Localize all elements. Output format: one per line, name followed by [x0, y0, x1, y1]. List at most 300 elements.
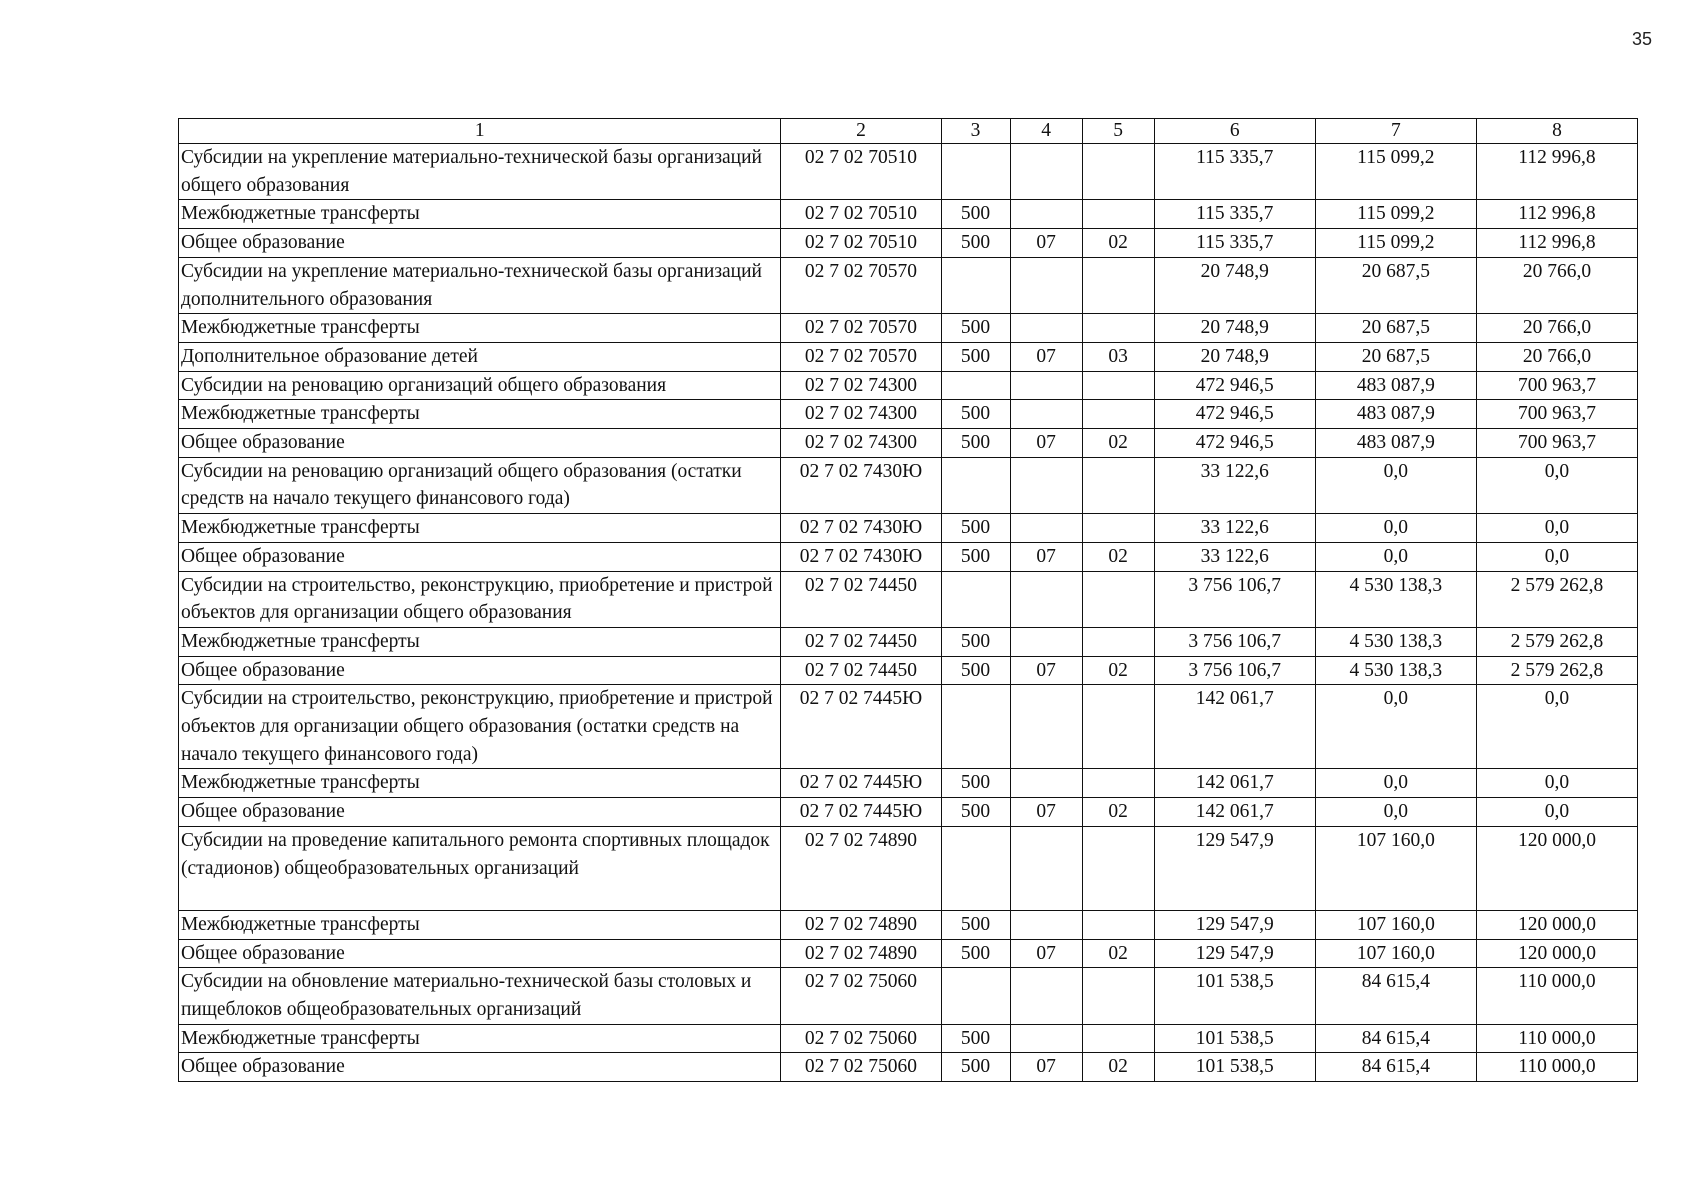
- section-cell: [1010, 542, 1082, 571]
- expense-name-cell: [179, 685, 781, 769]
- amount-text: 101 538,5: [1195, 1056, 1274, 1078]
- expense-group-cell: [941, 400, 1010, 429]
- target-article-code-cell: [781, 1053, 941, 1082]
- amount-cell: [1476, 144, 1637, 200]
- expense-name-cell: [179, 229, 781, 258]
- expense-group-text: 500: [960, 317, 991, 339]
- target-article-code-cell: [781, 968, 941, 1024]
- amount-cell: [1154, 314, 1315, 343]
- amount-cell: [1315, 371, 1476, 400]
- amount-text: 20 687,5: [1361, 317, 1430, 339]
- amount-text: 20 766,0: [1522, 345, 1592, 367]
- amount-cell: [1315, 400, 1476, 429]
- expense-group-cell: [941, 826, 1010, 910]
- amount-cell: [1476, 685, 1637, 769]
- expense-group-text: 500: [960, 517, 991, 539]
- amount-text: 472 946,5: [1195, 432, 1274, 454]
- expense-group-text: 500: [960, 1056, 991, 1078]
- amount-cell: [1315, 1024, 1476, 1053]
- expense-name-text: Дополнительное образование детей: [181, 345, 478, 367]
- target-article-code-cell: [781, 769, 941, 798]
- expense-group-cell: [941, 968, 1010, 1024]
- expense-name-cell: [179, 968, 781, 1024]
- target-article-code-cell: [781, 656, 941, 685]
- expense-name-text: Субсидии на укрепление материально-технической базы организаций общего образования: [181, 147, 762, 196]
- table-header-row: [179, 119, 1638, 144]
- amount-cell: [1315, 200, 1476, 229]
- amount-cell: [1476, 571, 1637, 627]
- amount-text: 120 000,0: [1517, 942, 1596, 964]
- amount-text: 2 579 262,8: [1510, 630, 1604, 652]
- expense-name-cell: [179, 342, 781, 371]
- expense-group-text: 500: [960, 345, 991, 367]
- table-row: [179, 371, 1638, 400]
- amount-cell: [1476, 769, 1637, 798]
- expense-name-cell: [179, 656, 781, 685]
- section-cell: [1010, 144, 1082, 200]
- amount-text: 0,0: [1544, 460, 1570, 482]
- target-article-code-text: 02 7 02 74450: [804, 574, 918, 596]
- expense-name-cell: [179, 798, 781, 827]
- amount-cell: [1315, 314, 1476, 343]
- amount-text: 129 547,9: [1195, 913, 1274, 935]
- expense-name-cell: [179, 200, 781, 229]
- column-header: 8: [1476, 119, 1637, 144]
- amount-cell: [1315, 1053, 1476, 1082]
- expense-name-text: Субсидии на реновацию организаций общего образования (остатки средств на начало текущего финансового года): [181, 460, 742, 510]
- target-article-code-cell: [781, 314, 941, 343]
- amount-text: 115 099,2: [1357, 147, 1435, 168]
- expense-name-text: Межбюджетные трансферты: [181, 317, 420, 339]
- expense-name-text: Общее образование: [181, 801, 345, 823]
- amount-text: 115 335,7: [1196, 232, 1274, 254]
- target-article-code-cell: [781, 257, 941, 313]
- subsection-cell: [1082, 429, 1154, 458]
- page-number: 35: [1632, 29, 1653, 49]
- amount-cell: [1154, 514, 1315, 543]
- amount-text: 112 996,8: [1518, 232, 1596, 254]
- amount-text: 4 530 138,3: [1349, 574, 1443, 596]
- amount-text: 142 061,7: [1195, 772, 1274, 794]
- target-article-code-cell: [781, 144, 941, 200]
- column-header: 5: [1082, 119, 1154, 144]
- expense-group-text: 500: [960, 1027, 991, 1049]
- amount-text: 110 000,0: [1518, 1056, 1596, 1078]
- section-cell: [1010, 314, 1082, 343]
- target-article-code-text: 02 7 02 7445Ю: [799, 801, 923, 823]
- amount-text: 700 963,7: [1517, 403, 1596, 425]
- target-article-code-text: 02 7 02 75060: [804, 1027, 918, 1049]
- amount-text: 483 087,9: [1356, 374, 1435, 396]
- amount-text: 3 756 106,7: [1188, 630, 1282, 652]
- expense-name-text: Субсидии на строительство, реконструкцию, приобретение и пристрой объектов для организации общего образования (остатки средств на начало текущего финансового года): [181, 688, 773, 765]
- section-cell: [1010, 200, 1082, 229]
- expense-group-cell: [941, 542, 1010, 571]
- target-article-code-text: 02 7 02 70570: [804, 317, 918, 339]
- amount-cell: [1154, 910, 1315, 939]
- expense-group-cell: [941, 314, 1010, 343]
- target-article-code-text: 02 7 02 70510: [804, 147, 918, 168]
- amount-cell: [1476, 1053, 1637, 1082]
- amount-text: 112 996,8: [1518, 203, 1596, 225]
- amount-text: 33 122,6: [1200, 460, 1269, 482]
- section-text: 07: [1036, 545, 1056, 567]
- amount-cell: [1476, 910, 1637, 939]
- expense-name-cell: [179, 571, 781, 627]
- subsection-cell: [1082, 627, 1154, 656]
- target-article-code-text: 02 7 02 70570: [804, 345, 918, 367]
- subsection-cell: [1082, 685, 1154, 769]
- amount-text: 700 963,7: [1517, 432, 1596, 454]
- amount-text: 20 748,9: [1200, 260, 1269, 282]
- table-row: [179, 457, 1638, 513]
- target-article-code-cell: [781, 826, 941, 910]
- expense-name-cell: [179, 314, 781, 343]
- subsection-text: 02: [1108, 659, 1128, 681]
- amount-text: 483 087,9: [1356, 432, 1435, 454]
- expense-name-text: Субсидии на строительство, реконструкцию, приобретение и пристрой объектов для организации общего образования: [181, 574, 773, 624]
- amount-cell: [1476, 656, 1637, 685]
- amount-cell: [1154, 429, 1315, 458]
- table-body: [179, 144, 1638, 1082]
- amount-cell: [1154, 457, 1315, 513]
- amount-cell: [1154, 1024, 1315, 1053]
- expense-group-cell: [941, 457, 1010, 513]
- amount-text: 33 122,6: [1200, 545, 1269, 567]
- subsection-cell: [1082, 457, 1154, 513]
- expense-name-text: Субсидии на реновацию организаций общего образования: [181, 374, 667, 396]
- amount-text: 129 547,9: [1195, 942, 1274, 964]
- expense-name-cell: [179, 144, 781, 200]
- amount-cell: [1154, 144, 1315, 200]
- expense-group-text: 500: [960, 432, 991, 454]
- subsection-cell: [1082, 314, 1154, 343]
- target-article-code-text: 02 7 02 70570: [804, 260, 918, 282]
- target-article-code-text: 02 7 02 74300: [804, 403, 918, 425]
- table-row: [179, 314, 1638, 343]
- amount-text: 483 087,9: [1356, 403, 1435, 425]
- section-text: 07: [1036, 232, 1056, 254]
- amount-cell: [1315, 229, 1476, 258]
- amount-cell: [1315, 798, 1476, 827]
- expense-name-cell: [179, 457, 781, 513]
- expense-name-text: Межбюджетные трансферты: [181, 1027, 420, 1049]
- expense-name-text: Общее образование: [181, 545, 345, 567]
- amount-cell: [1476, 400, 1637, 429]
- expense-name-cell: [179, 400, 781, 429]
- amount-cell: [1315, 514, 1476, 543]
- amount-cell: [1476, 542, 1637, 571]
- amount-cell: [1476, 798, 1637, 827]
- target-article-code-text: 02 7 02 7445Ю: [799, 772, 923, 794]
- section-text: 07: [1036, 1056, 1056, 1078]
- section-cell: [1010, 457, 1082, 513]
- amount-cell: [1154, 257, 1315, 313]
- amount-text: 472 946,5: [1195, 374, 1274, 396]
- target-article-code-text: 02 7 02 74300: [804, 432, 918, 454]
- amount-cell: [1154, 342, 1315, 371]
- amount-cell: [1476, 371, 1637, 400]
- amount-text: 0,0: [1544, 688, 1570, 710]
- amount-text: 0,0: [1383, 801, 1408, 823]
- table-row: [179, 200, 1638, 229]
- amount-cell: [1154, 229, 1315, 258]
- amount-text: 110 000,0: [1518, 1027, 1596, 1049]
- section-text: 07: [1036, 432, 1056, 454]
- expense-group-text: 500: [960, 942, 991, 964]
- expense-name-text: Межбюджетные трансферты: [181, 203, 420, 225]
- amount-text: 4 530 138,3: [1349, 630, 1443, 652]
- subsection-text: 02: [1108, 545, 1128, 567]
- target-article-code-cell: [781, 627, 941, 656]
- expense-group-text: 500: [960, 801, 991, 823]
- target-article-code-text: 02 7 02 75060: [804, 1056, 918, 1078]
- target-article-code-text: 02 7 02 74890: [804, 829, 918, 851]
- amount-cell: [1315, 429, 1476, 458]
- subsection-cell: [1082, 144, 1154, 200]
- amount-cell: [1476, 968, 1637, 1024]
- amount-cell: [1315, 685, 1476, 769]
- amount-cell: [1154, 400, 1315, 429]
- amount-cell: [1476, 257, 1637, 313]
- target-article-code-cell: [781, 571, 941, 627]
- subsection-cell: [1082, 400, 1154, 429]
- table-row: [179, 798, 1638, 827]
- table-row: [179, 1024, 1638, 1053]
- amount-cell: [1315, 342, 1476, 371]
- expense-group-text: 500: [960, 545, 991, 567]
- expense-name-text: Общее образование: [181, 232, 345, 254]
- section-cell: [1010, 968, 1082, 1024]
- amount-text: 115 335,7: [1196, 203, 1274, 225]
- table-row: [179, 656, 1638, 685]
- table-row: [179, 429, 1638, 458]
- section-cell: [1010, 342, 1082, 371]
- expense-group-cell: [941, 429, 1010, 458]
- expense-name-text: Межбюджетные трансферты: [181, 913, 420, 935]
- expense-group-cell: [941, 910, 1010, 939]
- amount-text: 20 748,9: [1200, 345, 1269, 367]
- target-article-code-text: 02 7 02 75060: [804, 971, 918, 993]
- amount-cell: [1315, 939, 1476, 968]
- column-header: 3: [941, 119, 1010, 144]
- target-article-code-cell: [781, 342, 941, 371]
- amount-text: 20 687,5: [1361, 345, 1430, 367]
- target-article-code-cell: [781, 371, 941, 400]
- expense-group-cell: [941, 656, 1010, 685]
- amount-text: 115 099,2: [1357, 232, 1435, 254]
- amount-cell: [1315, 826, 1476, 910]
- expense-group-cell: [941, 798, 1010, 827]
- expense-group-text: 500: [960, 913, 991, 935]
- amount-text: 101 538,5: [1195, 971, 1274, 993]
- table-row: [179, 627, 1638, 656]
- expense-group-text: 500: [960, 659, 991, 681]
- amount-cell: [1154, 542, 1315, 571]
- expense-group-cell: [941, 229, 1010, 258]
- amount-text: 142 061,7: [1195, 801, 1274, 823]
- expense-name-text: Общее образование: [181, 659, 345, 681]
- target-article-code-cell: [781, 229, 941, 258]
- target-article-code-text: 02 7 02 7430Ю: [799, 517, 923, 539]
- amount-text: 84 615,4: [1361, 1056, 1430, 1078]
- section-cell: [1010, 371, 1082, 400]
- amount-cell: [1315, 968, 1476, 1024]
- amount-cell: [1315, 257, 1476, 313]
- expense-name-text: Межбюджетные трансферты: [181, 517, 420, 539]
- amount-cell: [1315, 144, 1476, 200]
- subsection-cell: [1082, 968, 1154, 1024]
- target-article-code-text: 02 7 02 7445Ю: [799, 688, 923, 710]
- amount-cell: [1154, 769, 1315, 798]
- expense-group-text: 500: [960, 403, 991, 425]
- expense-group-text: 500: [960, 772, 991, 794]
- subsection-cell: [1082, 826, 1154, 910]
- expense-name-cell: [179, 371, 781, 400]
- expense-group-cell: [941, 200, 1010, 229]
- amount-text: 20 748,9: [1200, 317, 1269, 339]
- amount-text: 20 687,5: [1361, 260, 1430, 282]
- subsection-cell: [1082, 257, 1154, 313]
- amount-cell: [1315, 542, 1476, 571]
- target-article-code-text: 02 7 02 74450: [804, 630, 918, 652]
- expense-name-cell: [179, 542, 781, 571]
- amount-text: 84 615,4: [1361, 1027, 1430, 1049]
- amount-text: 107 160,0: [1356, 829, 1435, 851]
- amount-cell: [1154, 685, 1315, 769]
- expense-name-text: Субсидии на укрепление материально-технической базы организаций дополнительного образования: [181, 260, 762, 310]
- subsection-cell: [1082, 371, 1154, 400]
- subsection-cell: [1082, 571, 1154, 627]
- expense-name-text: Межбюджетные трансферты: [181, 403, 420, 425]
- section-cell: [1010, 1024, 1082, 1053]
- target-article-code-cell: [781, 542, 941, 571]
- section-cell: [1010, 939, 1082, 968]
- amount-text: 0,0: [1544, 545, 1570, 567]
- expense-group-cell: [941, 769, 1010, 798]
- table-row: [179, 1053, 1638, 1082]
- expense-group-cell: [941, 939, 1010, 968]
- target-article-code-cell: [781, 200, 941, 229]
- target-article-code-text: 02 7 02 74890: [804, 942, 918, 964]
- amount-text: 0,0: [1544, 772, 1570, 794]
- target-article-code-cell: [781, 798, 941, 827]
- target-article-code-text: 02 7 02 70510: [804, 203, 918, 225]
- amount-text: 3 756 106,7: [1188, 659, 1282, 681]
- budget-table: [178, 118, 1638, 1082]
- section-cell: [1010, 429, 1082, 458]
- amount-text: 3 756 106,7: [1188, 574, 1282, 596]
- target-article-code-cell: [781, 429, 941, 458]
- amount-text: 112 996,8: [1518, 147, 1596, 168]
- target-article-code-cell: [781, 910, 941, 939]
- amount-text: 84 615,4: [1361, 971, 1430, 993]
- amount-text: 101 538,5: [1195, 1027, 1274, 1049]
- amount-cell: [1154, 571, 1315, 627]
- subsection-cell: [1082, 229, 1154, 258]
- table-row: [179, 769, 1638, 798]
- section-text: 07: [1036, 942, 1056, 964]
- amount-cell: [1476, 200, 1637, 229]
- table-row: [179, 571, 1638, 627]
- amount-cell: [1315, 656, 1476, 685]
- expense-name-text: Общее образование: [181, 432, 345, 454]
- expense-group-text: 500: [960, 232, 991, 254]
- column-header: 4: [1010, 119, 1082, 144]
- amount-text: 0,0: [1383, 772, 1408, 794]
- amount-cell: [1154, 200, 1315, 229]
- table-row: [179, 685, 1638, 769]
- table-row: [179, 826, 1638, 910]
- amount-text: 115 335,7: [1196, 147, 1274, 168]
- expense-group-text: 500: [960, 203, 991, 225]
- subsection-text: 02: [1108, 432, 1128, 454]
- expense-group-cell: [941, 144, 1010, 200]
- amount-text: 0,0: [1383, 460, 1408, 482]
- section-cell: [1010, 769, 1082, 798]
- table-row: [179, 542, 1638, 571]
- amount-cell: [1315, 910, 1476, 939]
- amount-cell: [1476, 429, 1637, 458]
- expense-name-text: Общее образование: [181, 942, 345, 964]
- column-header: 1: [179, 119, 781, 144]
- target-article-code-cell: [781, 400, 941, 429]
- section-cell: [1010, 656, 1082, 685]
- amount-text: 4 530 138,3: [1349, 659, 1443, 681]
- amount-text: 129 547,9: [1195, 829, 1274, 851]
- section-cell: [1010, 685, 1082, 769]
- amount-text: 0,0: [1544, 801, 1570, 823]
- expense-group-text: 500: [960, 630, 991, 652]
- expense-group-cell: [941, 571, 1010, 627]
- subsection-cell: [1082, 1024, 1154, 1053]
- amount-cell: [1154, 627, 1315, 656]
- amount-text: 0,0: [1383, 545, 1408, 567]
- amount-cell: [1476, 229, 1637, 258]
- section-cell: [1010, 229, 1082, 258]
- subsection-text: 02: [1108, 801, 1128, 823]
- subsection-cell: [1082, 342, 1154, 371]
- amount-text: 20 766,0: [1522, 317, 1592, 339]
- section-cell: [1010, 798, 1082, 827]
- section-text: 07: [1036, 345, 1056, 367]
- table-row: [179, 342, 1638, 371]
- subsection-text: 02: [1108, 942, 1128, 964]
- expense-name-text: Общее образование: [181, 1056, 345, 1078]
- amount-text: 107 160,0: [1356, 913, 1435, 935]
- subsection-cell: [1082, 542, 1154, 571]
- amount-cell: [1476, 514, 1637, 543]
- expense-group-cell: [941, 514, 1010, 543]
- amount-cell: [1476, 457, 1637, 513]
- amount-text: 107 160,0: [1356, 942, 1435, 964]
- target-article-code-text: 02 7 02 7430Ю: [799, 545, 923, 567]
- expense-name-text: Субсидии на обновление материально-технической базы столовых и пищеблоков общеобразовательных организаций: [181, 971, 752, 1021]
- target-article-code-cell: [781, 685, 941, 769]
- section-cell: [1010, 627, 1082, 656]
- section-cell: [1010, 910, 1082, 939]
- expense-name-cell: [179, 1024, 781, 1053]
- expense-name-cell: [179, 939, 781, 968]
- amount-cell: [1154, 939, 1315, 968]
- expense-name-text: Субсидии на проведение капитального ремонта спортивных площадок (стадионов) общеобразовательных организаций: [181, 829, 770, 879]
- blank-line: [181, 882, 776, 910]
- expense-name-cell: [179, 826, 781, 910]
- expense-group-cell: [941, 342, 1010, 371]
- expense-group-cell: [941, 685, 1010, 769]
- section-cell: [1010, 571, 1082, 627]
- table-row: [179, 910, 1638, 939]
